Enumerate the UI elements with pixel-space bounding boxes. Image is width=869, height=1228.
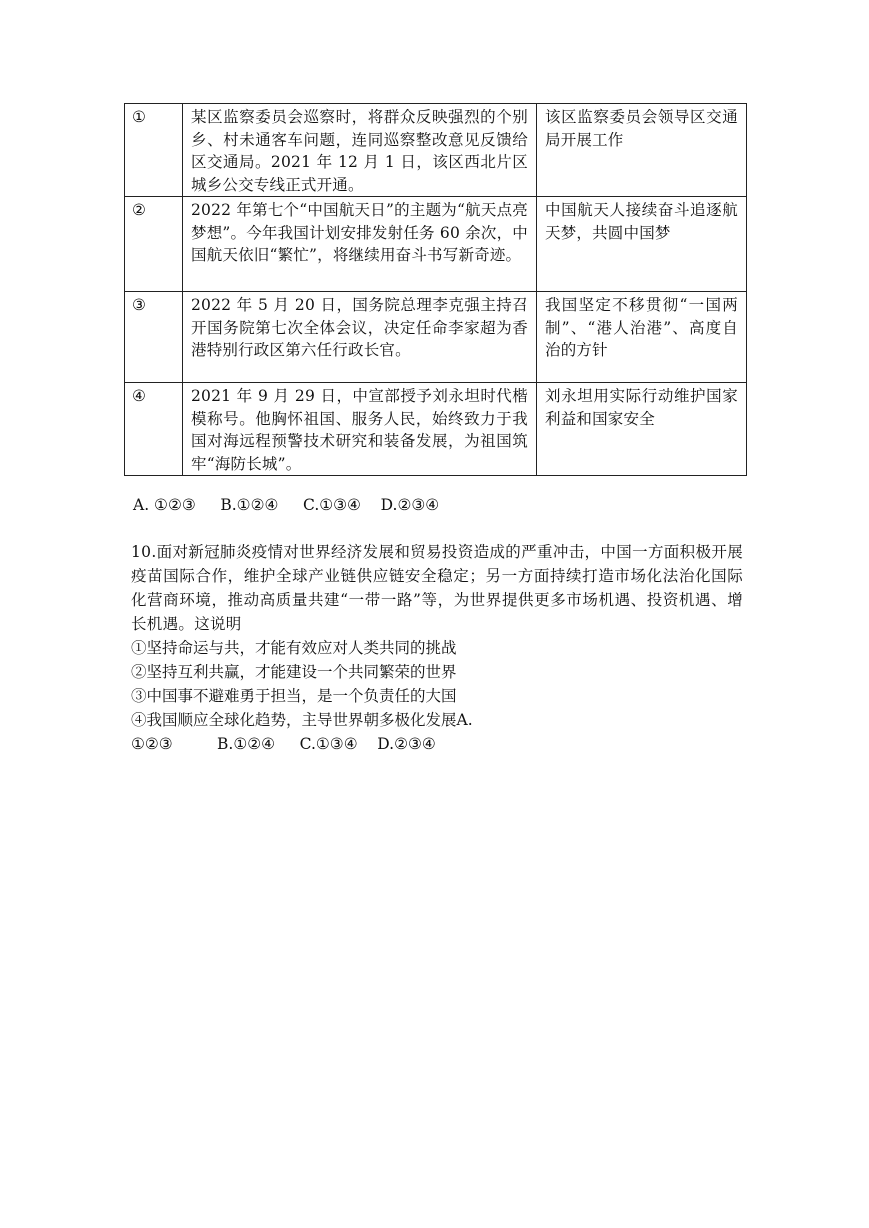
event-description: 2022 年第七个“中国航天日”的主题为“航天点亮梦想”。今年我国计划安排发射任务 60 余次，中国航天依旧“繁忙”，将继续用奋斗书写新奇迹。 [183, 197, 537, 292]
question-9-options: A. ①②③ B.①②④ C.①③④ D.②③④ [133, 496, 440, 514]
conclusion-text: 中国航天人接续奋斗追逐航天梦，共圆中国梦 [537, 197, 747, 292]
statement-item: ②坚持互利共赢，才能建设一个共同繁荣的世界 [131, 663, 457, 681]
statement-item: ③中国事不避难勇于担当，是一个负责任的大国 [131, 687, 457, 705]
row-number: ② [125, 197, 183, 292]
conclusion-text: 刘永坦用实际行动维护国家利益和国家安全 [537, 383, 747, 476]
table-row [125, 197, 747, 292]
conclusion-text: 我国坚定不移贯彻“一国两制”、“港人治港”、高度自治的方针 [537, 292, 747, 383]
statement-item: ④我国顺应全球化趋势，主导世界朝多极化发展A. [131, 711, 473, 729]
conclusion-text: 该区监察委员会领导区交通局开展工作 [537, 104, 747, 197]
event-description: 2022 年 5 月 20 日，国务院总理李克强主持召开国务院第七次全体会议，决定任命李家超为香港特别行政区第六任行政长官。 [183, 292, 537, 383]
table-row [125, 292, 747, 383]
event-description: 某区监察委员会巡察时，将群众反映强烈的个别乡、村未通客车问题，连同巡察整改意见反馈给区交通局。2021 年 12 月 1 日，该区西北片区城乡公交专线正式开通。 [183, 104, 537, 197]
statement-item: ①坚持命运与共，才能有效应对人类共同的挑战 [131, 639, 457, 657]
event-description: 2021 年 9 月 29 日，中宣部授予刘永坦时代楷模称号。他胸怀祖国、服务人民，始终致力于我国对海远程预警技术研究和装备发展，为祖国筑牢“海防长城”。 [183, 383, 537, 476]
row-number: ① [125, 104, 183, 197]
question-10-options: ①②③ B.①②④ C.①③④ D.②③④ [131, 735, 436, 753]
table-row [125, 383, 747, 476]
question-9-table [124, 103, 747, 476]
question-10 [131, 540, 743, 756]
table-row [125, 104, 747, 197]
question-10-stem: 10.面对新冠肺炎疫情对世界经济发展和贸易投资造成的严重冲击，中国一方面积极开展疫苗国际合作，维护全球产业链供应链安全稳定；另一方面持续打造市场化法治化国际化营商环境，推动高质量共建“一带一路”等，为世界提供更多市场机遇、投资机遇、增长机遇。这说明 [131, 543, 743, 633]
row-number: ③ [125, 292, 183, 383]
row-number: ④ [125, 383, 183, 476]
